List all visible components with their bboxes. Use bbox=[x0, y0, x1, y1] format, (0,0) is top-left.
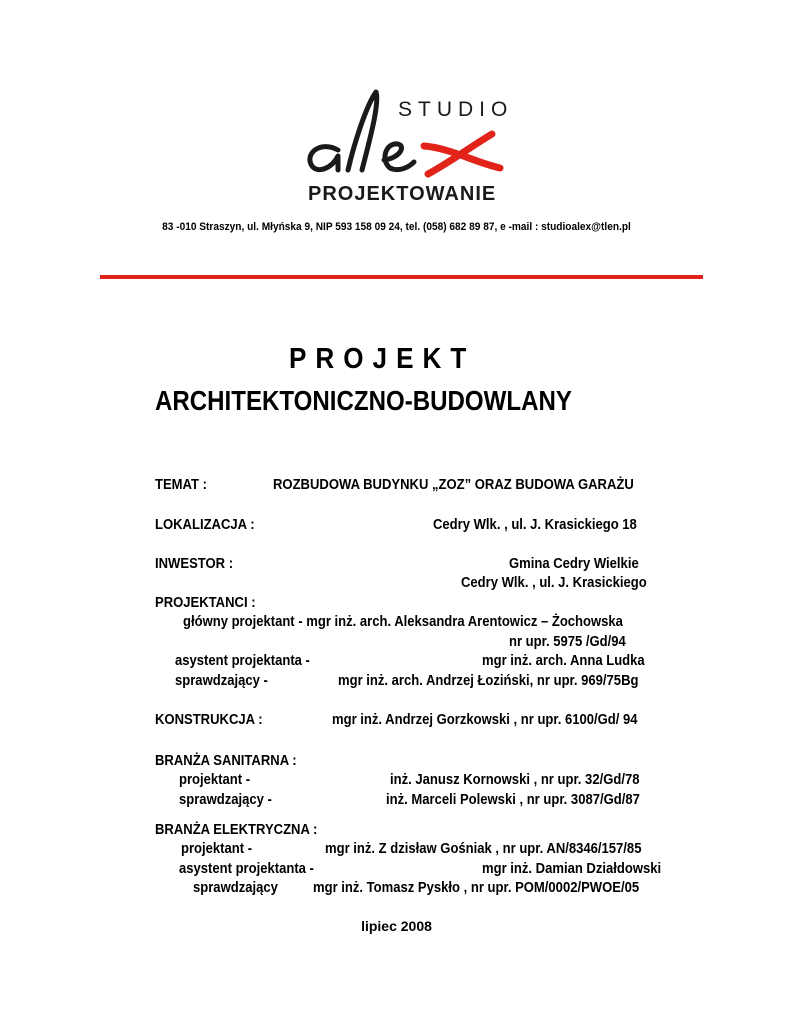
sanitarna-projektant-name: inż. Janusz Kornowski , nr upr. 32/Gd/78 bbox=[390, 772, 640, 788]
logo-brand-text: alex bbox=[300, 84, 302, 85]
elektryczna-projektant-name: mgr inż. Z dzisław Gośniak , nr upr. AN/8346/157/85 bbox=[325, 841, 642, 857]
title-line-2: ARCHITEKTONICZNO-BUDOWLANY bbox=[155, 385, 572, 416]
projektanci-label: PROJEKTANCI : bbox=[155, 595, 256, 611]
konstrukcja-value: mgr inż. Andrzej Gorzkowski , nr upr. 6100/Gd/ 94 bbox=[332, 712, 638, 728]
glowny-projektant: główny projektant - mgr inż. arch. Aleksandra Arentowicz – Żochowska bbox=[183, 614, 623, 630]
contact-line: 83 -010 Straszyn, ul. Młyńska 9, NIP 593 158 09 24, tel. (058) 682 89 87, e -mail : studioalex@tlen.pl bbox=[162, 221, 631, 233]
temat-label: TEMAT : bbox=[155, 477, 207, 493]
sanitarna-sprawdzajacy-name: inż. Marceli Polewski , nr upr. 3087/Gd/87 bbox=[386, 792, 640, 808]
inwestor-line-1: Gmina Cedry Wielkie bbox=[509, 556, 639, 572]
inwestor-line-2: Cedry Wlk. , ul. J. Krasickiego bbox=[461, 575, 647, 591]
logo-sub-text: PROJEKTOWANIE bbox=[308, 183, 497, 205]
glowny-projektant-nr: nr upr. 5975 /Gd/94 bbox=[509, 634, 626, 650]
document-date: lipiec 2008 bbox=[361, 918, 432, 934]
elektryczna-sprawdzajacy-role: sprawdzający bbox=[193, 880, 278, 896]
konstrukcja-label: KONSTRUKCJA : bbox=[155, 712, 263, 728]
sanitarna-label: BRANŻA SANITARNA : bbox=[155, 753, 297, 769]
studio-alex-logo bbox=[300, 84, 520, 210]
asystent-role: asystent projektanta - bbox=[175, 653, 310, 669]
elektryczna-asystent-role: asystent projektanta - bbox=[179, 861, 314, 877]
inwestor-label: INWESTOR : bbox=[155, 556, 234, 572]
elektryczna-projektant-role: projektant - bbox=[181, 841, 253, 857]
lokalizacja-label: LOKALIZACJA : bbox=[155, 517, 255, 533]
lokalizacja-value: Cedry Wlk. , ul. J. Krasickiego 18 bbox=[433, 517, 637, 533]
title-line-1: PROJEKT bbox=[289, 343, 476, 375]
elektryczna-sprawdzajacy-name: mgr inż. Tomasz Pyskło , nr upr. POM/0002/PWOE/05 bbox=[313, 880, 640, 896]
temat-value: ROZBUDOWA BUDYNKU „ZOZ” ORAZ BUDOWA GARAŻU bbox=[273, 477, 634, 493]
sprawdzajacy-name: mgr inż. arch. Andrzej Łoziński, nr upr. 969/75Bg bbox=[338, 673, 639, 689]
logo-studio-text: STUDIO bbox=[398, 98, 514, 121]
asystent-name: mgr inż. arch. Anna Ludka bbox=[482, 653, 645, 669]
sprawdzajacy-role: sprawdzający - bbox=[175, 673, 268, 689]
sanitarna-sprawdzajacy-role: sprawdzający - bbox=[179, 792, 272, 808]
elektryczna-asystent-name: mgr inż. Damian Działdowski bbox=[482, 861, 662, 877]
sanitarna-projektant-role: projektant - bbox=[179, 772, 251, 788]
elektryczna-label: BRANŻA ELEKTRYCZNA : bbox=[155, 822, 318, 838]
red-divider bbox=[100, 275, 703, 279]
